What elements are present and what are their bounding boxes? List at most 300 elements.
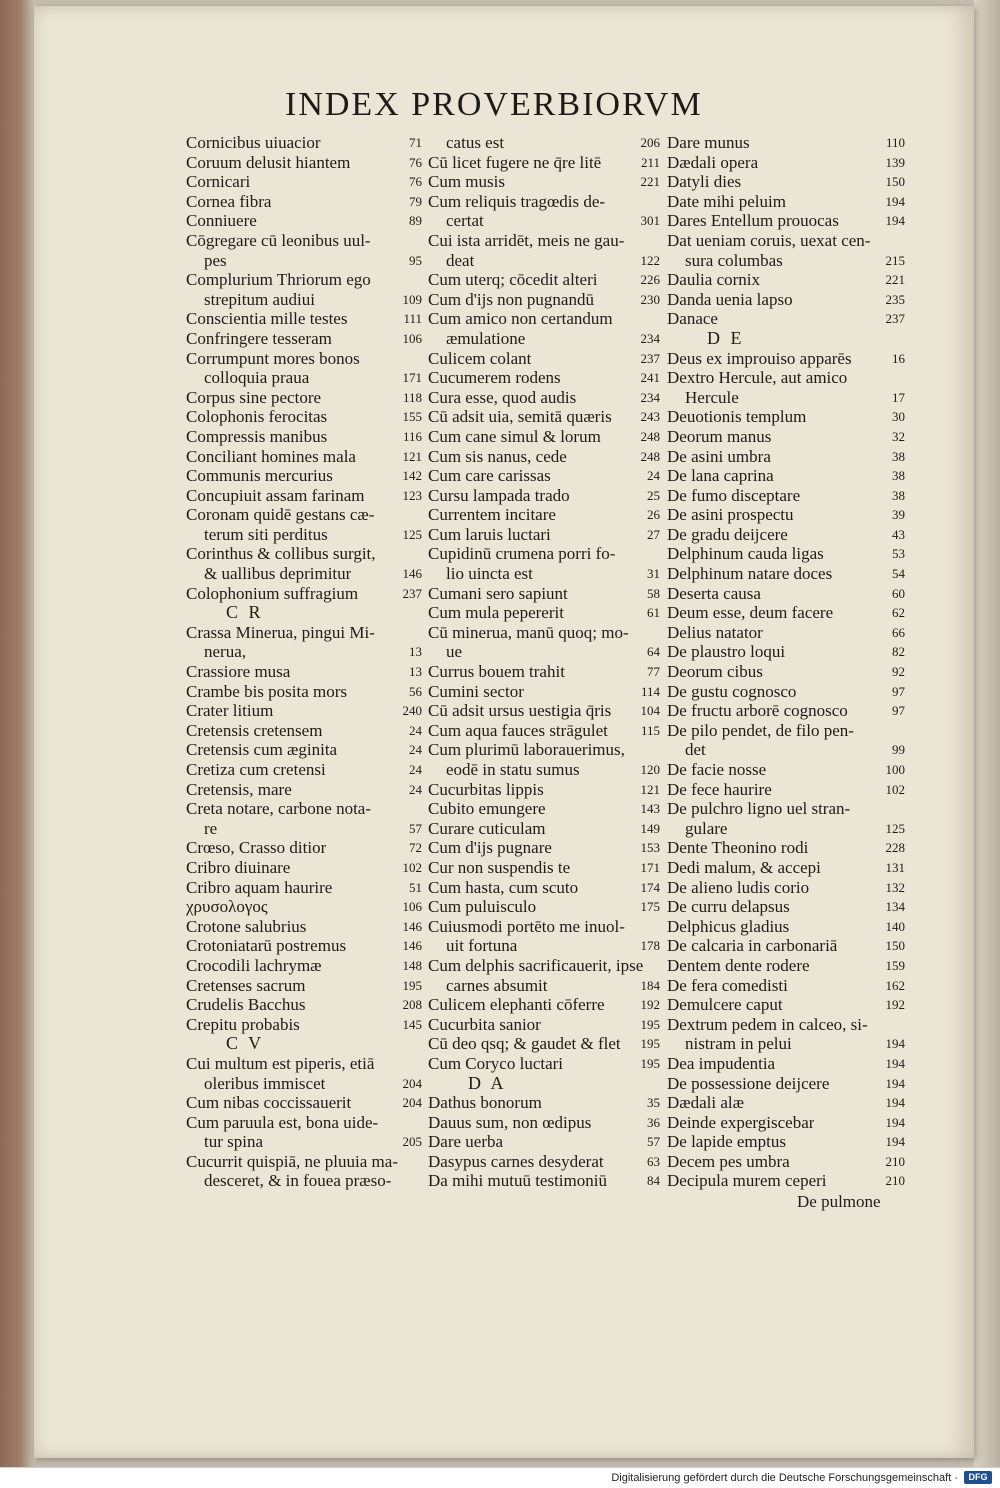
entry-page-number: 237: [640, 350, 660, 366]
entry-text: nistram in pelui: [685, 1034, 792, 1054]
entry-text: Cumani sero sapiunt: [428, 583, 568, 603]
entry-page-number: 194: [885, 193, 905, 209]
index-entry: [667, 388, 905, 408]
entry-page-number: 205: [402, 1134, 422, 1150]
entry-page-number: 149: [640, 820, 660, 836]
entry-text: Cura esse, quod audis: [428, 387, 577, 407]
index-entry: [186, 917, 422, 937]
index-entry: [186, 133, 422, 153]
entry-text: Crassa Minerua, pingui Mi-: [186, 622, 375, 642]
entry-page-number: 32: [892, 428, 905, 444]
entry-text: Cum plurimū laborauerimus,: [428, 740, 625, 760]
entry-text: Culicem colant: [428, 348, 532, 368]
entry-text: Colophonis ferocitas: [186, 407, 328, 427]
index-entry: [186, 329, 422, 349]
index-entry: [428, 603, 660, 623]
entry-page-number: 102: [885, 781, 905, 797]
entry-text: Cui multum est piperis, etiā: [186, 1053, 375, 1073]
dfg-logo[interactable]: DFG: [964, 1471, 992, 1484]
entry-text: Crotoniatarū postremus: [186, 936, 347, 956]
index-entry: [667, 936, 905, 956]
entry-page-number: [418, 1171, 422, 1191]
index-entry: [186, 819, 422, 839]
entry-page-number: 145: [402, 1016, 422, 1032]
index-entry: [667, 486, 905, 506]
entry-page-number: 234: [640, 330, 660, 346]
entry-text: Cum aqua fauces strāgulet: [428, 720, 608, 740]
index-entry: [428, 701, 660, 721]
entry-text: Cum Coryco luctari: [428, 1053, 564, 1073]
entry-text: Communis mercurius: [186, 466, 333, 486]
entry-text: Delphinum cauda ligas: [667, 544, 824, 564]
index-entry: [667, 407, 905, 427]
entry-text: Dare munus: [667, 133, 750, 152]
index-entry: [428, 427, 660, 447]
index-entry: [428, 211, 660, 231]
entry-page-number: 24: [409, 781, 422, 797]
entry-page-number: 109: [402, 291, 422, 307]
entry-page-number: 175: [640, 899, 660, 915]
entry-page-number: 61: [647, 605, 660, 621]
entry-text: oleribus immiscet: [204, 1073, 326, 1093]
entry-page-number: 174: [640, 879, 660, 895]
entry-text: Cornea fibra: [186, 191, 272, 211]
entry-page-number: 194: [885, 1114, 905, 1130]
index-entry: [428, 858, 660, 878]
entry-text: lio uincta est: [446, 564, 533, 584]
entry-text: det: [685, 740, 706, 760]
index-entry: [186, 956, 422, 976]
entry-text: Dente Theonino rodi: [667, 838, 809, 858]
entry-text: ue: [446, 642, 463, 662]
entry-text: Dares Entellum prouocas: [667, 211, 839, 231]
entry-page-number: 13: [409, 644, 422, 660]
index-entry: [667, 917, 905, 937]
entry-text: tur spina: [204, 1132, 264, 1152]
catchword: De pulmone: [797, 1192, 881, 1211]
entry-text: Da mihi mutuū testimoniū: [428, 1171, 607, 1191]
entry-page-number: 240: [402, 703, 422, 719]
index-entry: [428, 153, 660, 173]
index-entry: [428, 956, 660, 976]
entry-text: Conciliant homines mala: [186, 446, 356, 466]
index-entry: [667, 878, 905, 898]
entry-page-number: [745, 329, 749, 349]
index-entry: [428, 623, 660, 643]
entry-page-number: 115: [640, 722, 660, 738]
index-entry: [186, 1152, 422, 1172]
index-entry: [667, 153, 905, 173]
entry-page-number: 195: [640, 1036, 660, 1052]
entry-text: nerua,: [204, 642, 247, 662]
index-entry: [186, 799, 422, 819]
entry-page-number: 301: [640, 213, 660, 229]
entry-page-number: [418, 1152, 422, 1172]
entry-page-number: 148: [402, 957, 422, 973]
entry-page-number: 121: [402, 448, 422, 464]
entry-page-number: 64: [647, 644, 660, 660]
index-entry: [186, 153, 422, 173]
entry-text: Crambe bis posita mors: [186, 681, 348, 701]
entry-text: Cucurbitas lippis: [428, 779, 544, 799]
entry-text: Cornicari: [186, 172, 251, 192]
index-entry: [667, 544, 905, 564]
index-entry: [186, 760, 422, 780]
entry-page-number: 39: [892, 507, 905, 523]
entry-page-number: 114: [640, 683, 660, 699]
entry-text: Daulia cornix: [667, 270, 760, 290]
entry-text: Delphinum natare doces: [667, 564, 833, 584]
entry-page-number: 159: [885, 957, 905, 973]
entry-text: Datyli dies: [667, 172, 742, 192]
entry-text: Cretensis cretensem: [186, 720, 323, 740]
entry-page-number: 140: [885, 918, 905, 934]
index-entry: [186, 407, 422, 427]
index-entry: [428, 584, 660, 604]
entry-text: Cū licet fugere ne q̄re litē: [428, 152, 602, 172]
index-entry: [186, 897, 422, 917]
entry-text: De fece haurire: [667, 779, 772, 799]
entry-text: Crudelis Bacchus: [186, 995, 306, 1015]
entry-page-number: [656, 192, 660, 212]
index-entry: [428, 486, 660, 506]
index-entry: [428, 819, 660, 839]
entry-page-number: 146: [402, 938, 422, 954]
entry-text: Cretensis cum æginita: [186, 740, 338, 760]
footer-text: Digitalisierung gefördert durch die Deutsche Forschungsgemeinschaft ·: [611, 1472, 958, 1484]
index-entry: [186, 349, 422, 369]
entry-text: De calcaria in carbonariā: [667, 936, 838, 956]
index-entry: [428, 1054, 660, 1074]
entry-text: Cucurbita sanior: [428, 1014, 541, 1034]
entry-text: De lana caprina: [667, 466, 774, 486]
entry-text: Crocodili lachrymæ: [186, 955, 322, 975]
entry-text: De fructu arborē cognosco: [667, 701, 848, 721]
index-entry: [186, 1132, 422, 1152]
entry-text: colloquia praua: [204, 368, 310, 388]
index-entry: [667, 505, 905, 525]
index-entry: [186, 936, 422, 956]
entry-text: Crotone salubrius: [186, 916, 307, 936]
entry-page-number: 92: [892, 664, 905, 680]
entry-text: Cum laruis luctari: [428, 524, 551, 544]
entry-page-number: 60: [892, 585, 905, 601]
index-entry: [186, 642, 422, 662]
entry-page-number: [656, 544, 660, 564]
entry-page-number: 221: [885, 272, 905, 288]
entry-text: De lapide emptus: [667, 1132, 786, 1152]
entry-text: Deum esse, deum facere: [667, 603, 834, 623]
entry-page-number: 97: [892, 703, 905, 719]
entry-page-number: 210: [885, 1153, 905, 1169]
entry-page-number: 100: [885, 762, 905, 777]
index-entry: [667, 740, 905, 760]
index-entry: [667, 309, 905, 329]
entry-text: De gradu deijcere: [667, 524, 788, 544]
entry-page-number: [901, 368, 905, 388]
entry-text: Corpus sine pectore: [186, 387, 322, 407]
index-entry: [186, 427, 422, 447]
entry-page-number: 99: [892, 742, 905, 758]
index-entry: [428, 270, 660, 290]
entry-page-number: 153: [640, 840, 660, 856]
entry-page-number: 66: [892, 624, 905, 640]
entry-text: Cum reliquis tragœdis de-: [428, 191, 606, 211]
entry-text: Cum d'ijs non pugnandū: [428, 289, 594, 309]
entry-text: D A: [468, 1073, 507, 1093]
entry-text: De possessione deijcere: [667, 1073, 830, 1093]
entry-page-number: 195: [640, 1055, 660, 1071]
entry-text: Cretiza cum cretensi: [186, 760, 326, 779]
entry-text: Cribro aquam haurire: [186, 877, 333, 897]
entry-page-number: 25: [647, 487, 660, 503]
entry-text: Dædali alæ: [667, 1093, 744, 1113]
entry-page-number: 24: [647, 468, 660, 484]
index-entry: [186, 878, 422, 898]
entry-text: Dentem dente rodere: [667, 955, 810, 975]
index-entry: [186, 466, 422, 486]
entry-text: De curru delapsus: [667, 897, 790, 917]
entry-page-number: 178: [640, 938, 660, 954]
index-entry: [428, 662, 660, 682]
index-entry: [428, 799, 660, 819]
entry-page-number: 97: [892, 683, 905, 699]
entry-text: Cū adsit ursus uestigia q̄ris: [428, 701, 612, 721]
index-entry: [428, 936, 660, 956]
entry-text: Dare uerba: [428, 1132, 504, 1152]
entry-page-number: 146: [402, 566, 422, 582]
entry-text: Danda uenia lapso: [667, 289, 793, 309]
entry-page-number: [264, 1034, 268, 1054]
entry-text: Delphicus gladius: [667, 916, 790, 936]
entry-page-number: 24: [409, 742, 422, 758]
entry-text: Delius natator: [667, 622, 763, 642]
entry-page-number: [656, 231, 660, 251]
entry-page-number: 150: [885, 174, 905, 190]
entry-text: Curare cuticulam: [428, 818, 546, 838]
entry-page-number: 95: [409, 252, 422, 268]
entry-text: Conscientia mille testes: [186, 309, 348, 329]
index-entry: [186, 172, 422, 192]
index-entry: [428, 505, 660, 525]
entry-page-number: [418, 349, 422, 369]
entry-page-number: 235: [885, 291, 905, 307]
entry-page-number: [656, 740, 660, 760]
entry-text: Concupiuit assam farinam: [186, 485, 365, 505]
index-entry: [428, 388, 660, 408]
entry-text: Deorum manus: [667, 426, 772, 446]
entry-text: Cum hasta, cum scuto: [428, 877, 579, 897]
entry-page-number: 30: [892, 409, 905, 425]
entry-page-number: [901, 721, 905, 741]
index-column-1: [186, 133, 422, 1191]
section-heading: [186, 603, 422, 623]
index-entry: [186, 525, 422, 545]
entry-text: Cū adsit uia, semitā quæris: [428, 407, 612, 427]
entry-text: χρυσολογος: [186, 897, 268, 917]
index-entry: [428, 290, 660, 310]
entry-text: C R: [226, 603, 264, 623]
index-entry: [186, 270, 422, 290]
index-entry: [667, 270, 905, 290]
index-entry: [428, 525, 660, 545]
index-entry: [428, 544, 660, 564]
entry-page-number: 51: [409, 879, 422, 895]
section-heading: [186, 1034, 422, 1054]
entry-text: Cum care carissas: [428, 466, 551, 486]
entry-text: uit fortuna: [446, 936, 518, 956]
entry-page-number: 146: [402, 918, 422, 934]
index-entry: [428, 740, 660, 760]
entry-text: Dedi malum, & accepi: [667, 857, 821, 877]
section-heading: [428, 1074, 660, 1094]
index-entry: [186, 447, 422, 467]
index-entry: [428, 780, 660, 800]
entry-text: De alieno ludis corio: [667, 877, 810, 897]
entry-page-number: 171: [402, 370, 422, 386]
index-entry: [186, 231, 422, 251]
entry-text: Culicem elephanti cōferre: [428, 995, 605, 1015]
entry-page-number: 125: [402, 526, 422, 542]
index-entry: [667, 623, 905, 643]
index-entry: [428, 878, 660, 898]
index-entry: [428, 838, 660, 858]
entry-page-number: 57: [647, 1134, 660, 1150]
index-entry: [667, 838, 905, 858]
entry-page-number: 171: [640, 859, 660, 875]
index-entry: [667, 1152, 905, 1172]
entry-text: Dextrum pedem in calceo, si-: [667, 1014, 868, 1034]
entry-page-number: 194: [885, 1036, 905, 1052]
index-entry: [667, 1034, 905, 1054]
entry-text: Cum d'ijs pugnare: [428, 838, 552, 858]
entry-page-number: 208: [402, 997, 422, 1013]
entry-page-number: [656, 956, 660, 976]
entry-page-number: 111: [403, 311, 422, 327]
index-entry: [186, 309, 422, 329]
entry-text: Deuotionis templum: [667, 407, 807, 427]
index-entry: [186, 584, 422, 604]
index-entry: [428, 1132, 660, 1152]
entry-page-number: [507, 1074, 511, 1094]
entry-page-number: 62: [892, 605, 905, 621]
entry-text: sura columbas: [685, 250, 783, 270]
index-entry: [667, 956, 905, 976]
entry-text: desceret, & in fouea præso-: [204, 1171, 392, 1191]
entry-text: Currus bouem trahit: [428, 662, 565, 682]
index-entry: [186, 486, 422, 506]
index-entry: [428, 1093, 660, 1113]
index-entry: [428, 192, 660, 212]
entry-text: De fera comedisti: [667, 975, 788, 995]
book-binding: [0, 0, 34, 1467]
index-entry: [186, 701, 422, 721]
index-entry: [428, 1171, 660, 1191]
entry-page-number: 38: [892, 448, 905, 464]
index-entry: [428, 1152, 660, 1172]
entry-page-number: 237: [885, 311, 905, 327]
entry-page-number: [264, 603, 268, 623]
entry-text: pes: [204, 250, 227, 270]
entry-page-number: 194: [885, 1095, 905, 1111]
entry-page-number: 210: [885, 1173, 905, 1189]
entry-page-number: 122: [640, 252, 660, 268]
entry-text: Cucurrit quispiā, ne pluuia ma-: [186, 1151, 398, 1171]
index-entry: [667, 1054, 905, 1074]
entry-page-number: 89: [409, 213, 422, 229]
index-entry: [428, 407, 660, 427]
entry-text: Cui ista arridēt, meis ne gau-: [428, 230, 625, 250]
entry-page-number: 204: [402, 1075, 422, 1091]
index-entry: [186, 740, 422, 760]
entry-page-number: 206: [640, 135, 660, 150]
entry-text: Cum mula pepererit: [428, 603, 564, 623]
entry-page-number: 58: [647, 585, 660, 601]
entry-text: Cum paruula est, bona uide-: [186, 1112, 379, 1132]
index-entry: [667, 976, 905, 996]
entry-text: De facie nosse: [667, 760, 767, 779]
index-entry: [186, 1171, 422, 1191]
entry-page-number: 38: [892, 468, 905, 484]
entry-text: Cornicibus uiuacior: [186, 133, 321, 152]
entry-text: Cum delphis sacrificauerit, ipse: [428, 955, 644, 975]
entry-page-number: 248: [640, 448, 660, 464]
entry-text: Cum sis nanus, cede: [428, 446, 567, 466]
index-entry: [667, 525, 905, 545]
index-entry: [186, 780, 422, 800]
index-entry: [667, 211, 905, 231]
entry-text: Danace: [667, 309, 718, 329]
index-entry: [667, 231, 905, 251]
entry-text: Cum puluisculo: [428, 897, 537, 917]
index-entry: [186, 1093, 422, 1113]
entry-text: Decipula murem ceperi: [667, 1171, 827, 1191]
entry-text: Cum musis: [428, 172, 505, 192]
entry-page-number: [418, 623, 422, 643]
entry-text: Currentem incitare: [428, 505, 556, 525]
index-entry: [667, 603, 905, 623]
index-entry: [428, 564, 660, 584]
index-entry: [428, 466, 660, 486]
index-entry: [667, 564, 905, 584]
index-entry: [186, 251, 422, 271]
entry-text: Dasypus carnes desyderat: [428, 1151, 604, 1171]
entry-page-number: 131: [885, 859, 905, 875]
entry-page-number: 221: [640, 174, 660, 190]
index-entry: [186, 721, 422, 741]
index-entry: [186, 1054, 422, 1074]
entry-text: C V: [226, 1034, 265, 1054]
entry-text: Cum nibas coccissauerit: [186, 1093, 352, 1113]
entry-page-number: 24: [409, 722, 422, 738]
entry-text: Creta notare, carbone nota-: [186, 799, 372, 819]
entry-text: Decem pes umbra: [667, 1151, 790, 1171]
entry-text: Cum cane simul & lorum: [428, 426, 601, 446]
entry-page-number: 142: [402, 468, 422, 484]
entry-page-number: 195: [640, 1016, 660, 1032]
entry-page-number: 123: [402, 487, 422, 503]
entry-page-number: 72: [409, 840, 422, 856]
entry-page-number: 84: [647, 1173, 660, 1189]
entry-page-number: [901, 1015, 905, 1035]
index-entry: [667, 1132, 905, 1152]
entry-page-number: 38: [892, 487, 905, 503]
entry-page-number: 243: [640, 409, 660, 425]
index-entry: [667, 780, 905, 800]
index-entry: [428, 721, 660, 741]
index-entry: [667, 1015, 905, 1035]
entry-page-number: 121: [640, 781, 660, 797]
